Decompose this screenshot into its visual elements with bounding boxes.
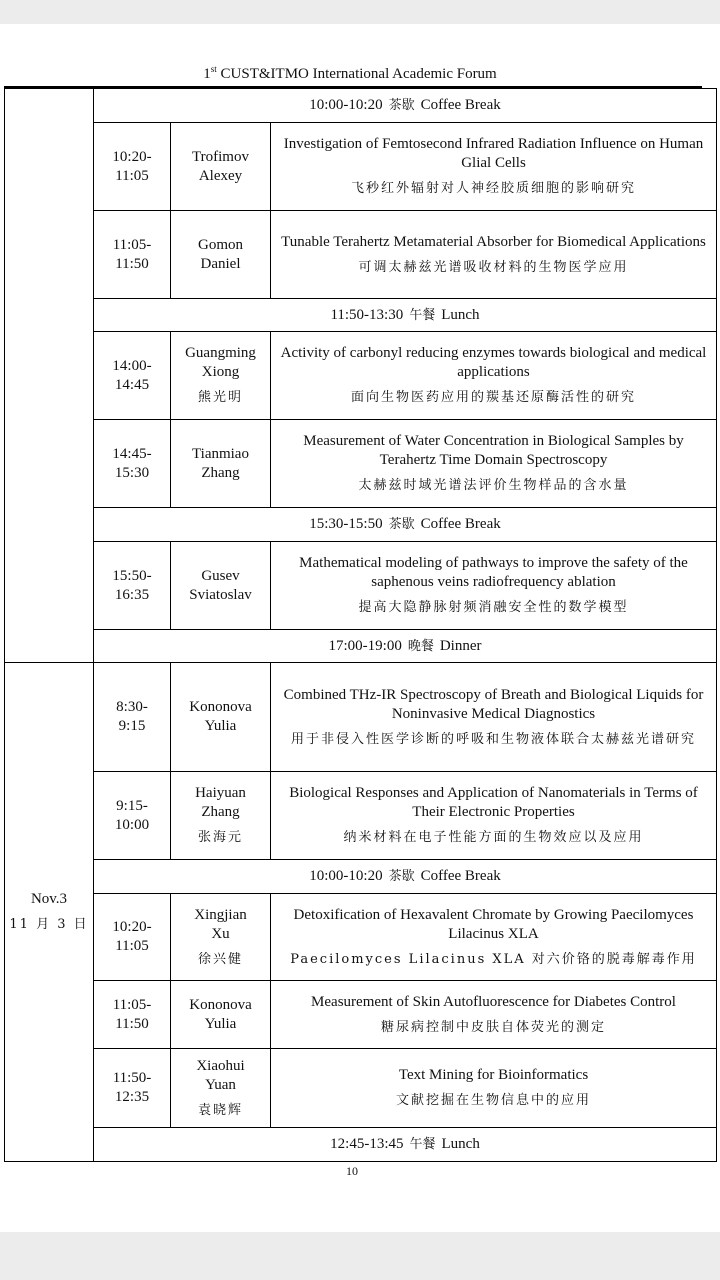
table-row xyxy=(5,211,717,299)
header-ordinal: st xyxy=(210,64,217,74)
speaker-cell: Kononova Yulia xyxy=(171,663,271,772)
time-cell: 11:50- 12:35 xyxy=(94,1049,171,1128)
table-row xyxy=(5,981,717,1049)
time-cell: 9:15- 10:00 xyxy=(94,772,171,860)
table-row xyxy=(5,542,717,630)
topic-cell: Combined THz-IR Spectroscopy of Breath and Biological Liquids for Noninvasive Medical Diagnostics 用于非侵入性医学诊断的呼吸和生物液体联合太赫兹光谱研究 xyxy=(271,663,717,772)
topic-cell: Detoxification of Hexavalent Chromate by Growing Paecilomyces Lilacinus XLA Paecilomyces Lilacinus XLA 对六价铬的脱毒解毒作用 xyxy=(271,894,717,981)
time-cell: 10:20- 11:05 xyxy=(94,894,171,981)
time-cell: 15:50- 16:35 xyxy=(94,542,171,630)
speaker-cell: Trofimov Alexey xyxy=(171,123,271,211)
table-row xyxy=(5,332,717,420)
topic-cell: Text Mining for Bioinformatics 文献挖掘在生物信息中的应用 xyxy=(271,1049,717,1128)
table-row xyxy=(5,123,717,211)
speaker-cell: Gusev Sviatoslav xyxy=(171,542,271,630)
table-row xyxy=(5,420,717,508)
speaker-cell: Tianmiao Zhang xyxy=(171,420,271,508)
date-cell: Nov.3 11 月 3 日 xyxy=(5,663,94,1162)
table-row xyxy=(5,663,717,772)
schedule-table xyxy=(4,88,717,1162)
speaker-cell: Gomon Daniel xyxy=(171,211,271,299)
topic-cell: Biological Responses and Application of Nanomaterials in Terms of Their Electronic Properties 纳米材料在电子性能方面的生物效应以及应用 xyxy=(271,772,717,860)
table-row xyxy=(5,1049,717,1128)
table-row xyxy=(5,894,717,981)
time-cell: 11:05- 11:50 xyxy=(94,211,171,299)
break-row: 17:00-19:00 晚餐 Dinner xyxy=(5,630,717,663)
topic-cell: Tunable Terahertz Metamaterial Absorber for Biomedical Applications 可调太赫兹光谱吸收材料的生物医学应用 xyxy=(271,211,717,299)
topic-cell: Activity of carbonyl reducing enzymes towards biological and medical applications 面向生物医药应用的羰基还原酶活性的研究 xyxy=(271,332,717,420)
topic-cell: Investigation of Femtosecond Infrared Radiation Influence on Human Glial Cells 飞秒红外辐射对人神经胶质细胞的影响研究 xyxy=(271,123,717,211)
topic-cell: Measurement of Water Concentration in Biological Samples by Terahertz Time Domain Spectroscopy 太赫兹时域光谱法评价生物样品的含水量 xyxy=(271,420,717,508)
break-row: 10:00-10:20 茶歇 Coffee Break xyxy=(5,89,717,123)
break-row: 15:30-15:50 茶歇 Coffee Break xyxy=(5,508,717,542)
table-row xyxy=(5,772,717,860)
time-cell: 10:20- 11:05 xyxy=(94,123,171,211)
page-number: 10 xyxy=(346,1164,358,1178)
header-title: CUST&ITMO International Academic Forum xyxy=(220,66,497,82)
header-number: 1 xyxy=(203,66,211,82)
page-header xyxy=(0,64,700,83)
speaker-cell: Kononova Yulia xyxy=(171,981,271,1049)
time-cell: 11:05- 11:50 xyxy=(94,981,171,1049)
break-row: 11:50-13:30 午餐 Lunch xyxy=(5,299,717,332)
speaker-cell: Xiaohui Yuan 袁晓辉 xyxy=(171,1049,271,1128)
break-row: 10:00-10:20 茶歇 Coffee Break xyxy=(5,860,717,894)
time-cell: 14:45- 15:30 xyxy=(94,420,171,508)
time-cell: 8:30- 9:15 xyxy=(94,663,171,772)
topic-cell: Mathematical modeling of pathways to improve the safety of the saphenous veins radiofrequency ablation 提高大隐静脉射频消融安全性的数学模型 xyxy=(271,542,717,630)
date-cell-empty xyxy=(5,89,94,663)
topic-cell: Measurement of Skin Autofluorescence for Diabetes Control 糖尿病控制中皮肤自体荧光的测定 xyxy=(271,981,717,1049)
speaker-cell: Xingjian Xu 徐兴健 xyxy=(171,894,271,981)
break-row: 12:45-13:45 午餐 Lunch xyxy=(5,1128,717,1162)
document-page xyxy=(0,24,720,1232)
speaker-cell: Haiyuan Zhang 张海元 xyxy=(171,772,271,860)
speaker-cell: Guangming Xiong 熊光明 xyxy=(171,332,271,420)
time-cell: 14:00- 14:45 xyxy=(94,332,171,420)
